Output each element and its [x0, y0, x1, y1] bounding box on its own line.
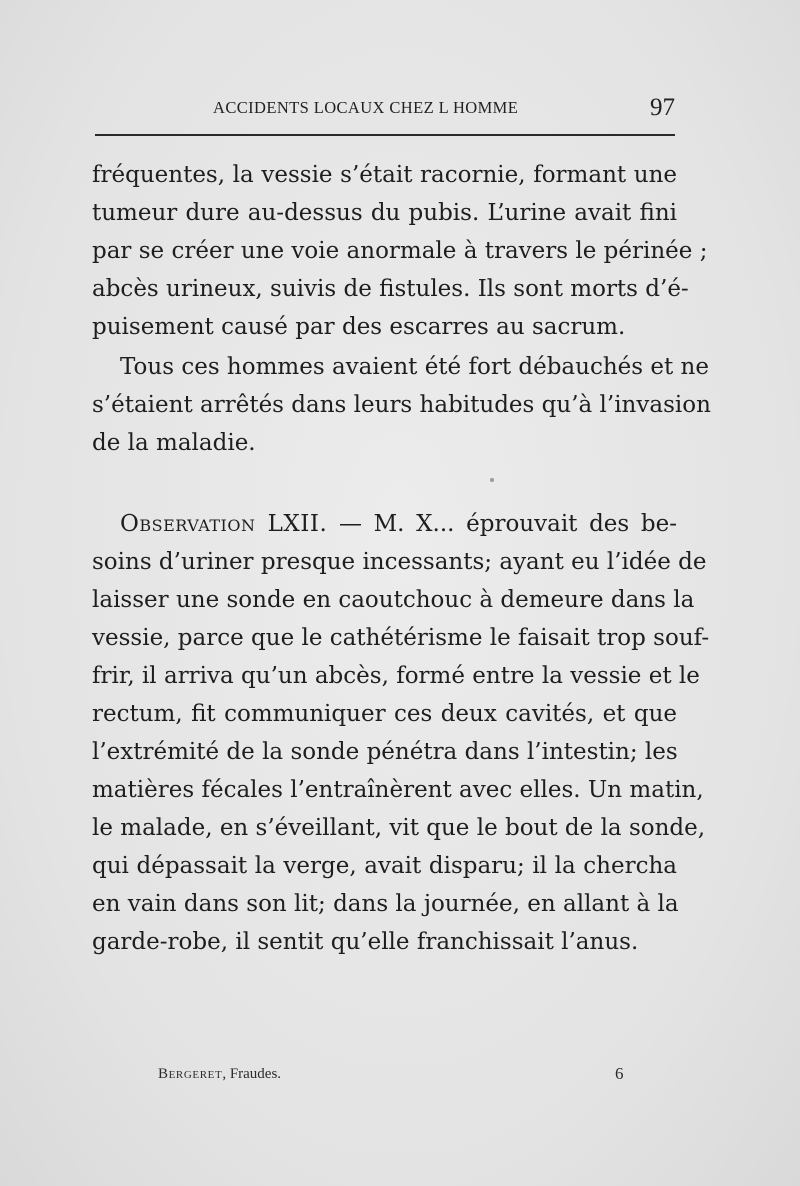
text-line: puisement causé par des escarres au sacrum.	[92, 314, 626, 340]
signature-mark: 6	[615, 1064, 624, 1083]
text-line: en vain dans son lit; dans la journée, en allant à la	[92, 891, 679, 917]
running-head: ACCIDENTS LOCAUX CHEZ L HOMME	[213, 98, 519, 117]
text-line: laisser une sonde en caoutchouc à demeure dans la	[92, 587, 695, 613]
text-line: fréquentes, la vessie s’était racornie, formant une	[92, 162, 677, 188]
text-line: abcès urineux, suivis de fistules. Ils sont morts d’é-	[92, 276, 689, 302]
observation-first-line: — M. X... éprouvait des be-	[327, 511, 677, 537]
text-line: qui dépassait la verge, avait disparu; il la chercha	[92, 853, 677, 879]
page-number: 97	[650, 94, 675, 121]
paragraph-1	[92, 156, 708, 346]
observation-paragraph	[92, 505, 710, 961]
page-header	[95, 94, 675, 130]
footer-signature	[158, 1066, 281, 1083]
text-line: frir, il arriva qu’un abcès, formé entre la vessie et le	[92, 663, 700, 689]
observation-label: Observation LXII.	[120, 511, 328, 537]
text-line: l’extrémité de la sonde pénétra dans l’intestin; les	[92, 739, 678, 765]
text-line: tumeur dure au-dessus du pubis. L’urine avait fini	[92, 200, 677, 226]
paragraph-2	[92, 348, 711, 462]
text-line: soins d’uriner presque incessants; ayant eu l’idée de	[92, 549, 707, 575]
text-line: rectum, fit communiquer ces deux cavités, et que	[92, 701, 677, 727]
header-rule	[95, 134, 675, 136]
text-line: matières fécales l’entraînèrent avec elles. Un matin,	[92, 777, 704, 803]
footer-title: , Fraudes.	[222, 1066, 282, 1082]
text-line: Tous ces hommes avaient été fort débauchés et ne	[120, 354, 709, 380]
text-line: vessie, parce que le cathétérisme le faisait trop souf-	[92, 625, 710, 651]
text-line: s’étaient arrêtés dans leurs habitudes qu’à l’invasion	[92, 392, 711, 418]
paper-speck	[490, 478, 494, 482]
text-line: le malade, en s’éveillant, vit que le bout de la sonde,	[92, 815, 706, 841]
footer-author: Bergeret	[158, 1066, 223, 1082]
text-line	[92, 505, 677, 543]
text-line: garde-robe, il sentit qu’elle franchissait l’anus.	[92, 929, 639, 955]
text-line: par se créer une voie anormale à travers le périnée ;	[92, 238, 708, 264]
text-line: de la maladie.	[92, 430, 256, 456]
